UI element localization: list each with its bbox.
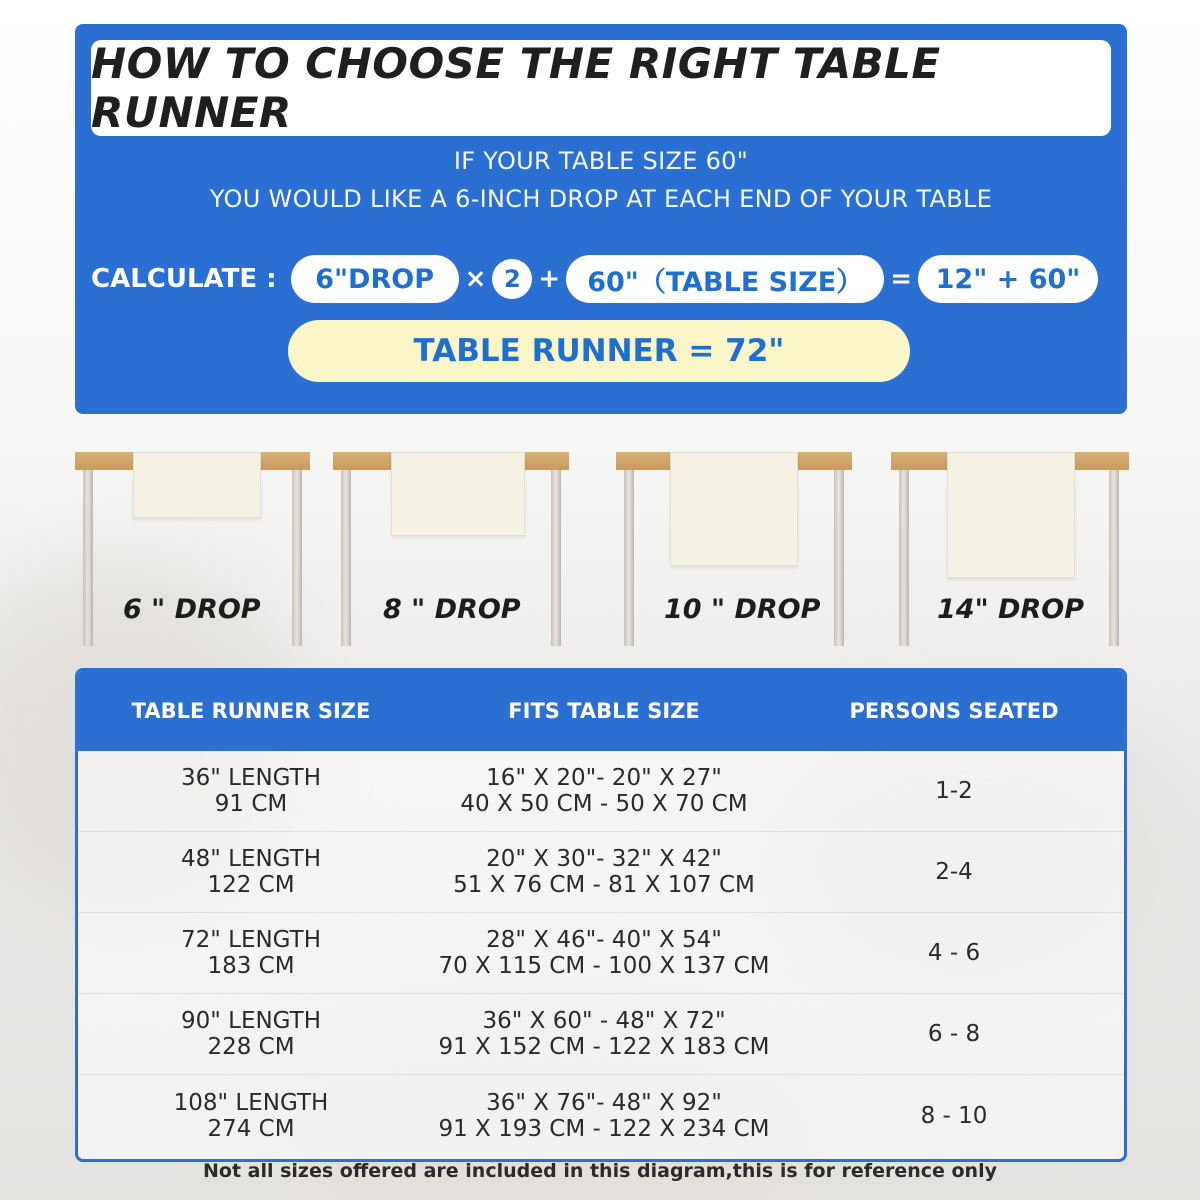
runner-length: 90" LENGTH (180, 1008, 322, 1034)
header-fits-table-size: FITS TABLE SIZE (508, 699, 700, 723)
table-row (78, 832, 1124, 913)
table-leg (834, 470, 844, 646)
drop-label: 14" DROP (937, 594, 1084, 625)
runner-size-cell (78, 927, 424, 979)
runner-cm: 228 CM (207, 1034, 295, 1060)
fits-cm: 91 X 152 CM - 122 X 183 CM (438, 1034, 770, 1060)
runner-size-cell (78, 1090, 424, 1142)
plus-operator: + (538, 264, 561, 294)
calculation-panel (75, 24, 1127, 414)
runner-cm: 274 CM (207, 1115, 295, 1142)
fits-size-cell (424, 927, 784, 979)
fits-cm: 40 X 50 CM - 50 X 70 CM (460, 791, 748, 817)
size-chart (75, 668, 1127, 1162)
fits-size-cell (424, 765, 784, 817)
table-runner (670, 452, 798, 566)
persons-cell: 8 - 10 (920, 1102, 988, 1129)
runner-length: 108" LENGTH (173, 1089, 329, 1116)
fits-inches: 20" X 30"- 32" X 42" (486, 846, 722, 872)
drop-label: 8 " DROP (383, 594, 521, 625)
intro-line-2: YOU WOULD LIKE A 6-INCH DROP AT EACH END OF YOUR TABLE (209, 185, 993, 213)
times-operator: × (464, 264, 487, 294)
title-box (91, 40, 1111, 136)
drop-label: 10 " DROP (664, 594, 821, 625)
table-leg (899, 470, 909, 646)
fits-cm: 51 X 76 CM - 81 X 107 CM (453, 872, 755, 898)
persons-cell: 4 - 6 (927, 940, 981, 966)
header-persons-seated: PERSONS SEATED (849, 699, 1059, 723)
drop-pill: 6"DROP (291, 255, 459, 303)
fits-size-cell (424, 1008, 784, 1060)
table-leg (341, 470, 351, 646)
runner-size-cell (78, 765, 424, 817)
multiplier-pill: 2 (492, 259, 532, 299)
runner-size-cell (78, 1008, 424, 1060)
table-runner (391, 452, 525, 536)
size-chart-header (78, 671, 1124, 751)
table-illustration-6 (75, 452, 310, 652)
table-leg (551, 470, 561, 646)
runner-cm: 91 CM (214, 791, 288, 817)
drop-label: 6 " DROP (123, 594, 261, 625)
persons-cell: 6 - 8 (927, 1021, 981, 1047)
table-runner (133, 452, 261, 518)
table-leg (83, 470, 93, 646)
result-pill (288, 320, 910, 382)
page-title: HOW TO CHOOSE THE RIGHT TABLE RUNNER (91, 39, 941, 137)
table-leg (292, 470, 302, 646)
persons-cell: 2-4 (935, 859, 973, 885)
fits-cm: 70 X 115 CM - 100 X 137 CM (438, 953, 770, 979)
fits-inches: 36" X 76"- 48" X 92" (486, 1089, 722, 1116)
runner-length: 36" LENGTH (180, 765, 322, 791)
table-illustration-10 (616, 452, 852, 652)
header-runner-size: TABLE RUNNER SIZE (131, 699, 371, 723)
table-leg (624, 470, 634, 646)
persons-cell: 1-2 (935, 778, 973, 804)
fits-size-cell (424, 1090, 784, 1142)
intro-text (75, 142, 1127, 218)
table-row (78, 751, 1124, 832)
runner-cm: 183 CM (207, 953, 295, 979)
table-row (78, 1075, 1124, 1156)
fits-inches: 36" X 60" - 48" X 72" (482, 1008, 726, 1034)
intro-line-1: IF YOUR TABLE SIZE 60" (453, 147, 749, 175)
sum-pill: 12" + 60" (918, 255, 1098, 303)
fits-inches: 16" X 20"- 20" X 27" (486, 765, 722, 791)
calculate-label: CALCULATE : (91, 264, 277, 294)
runner-length: 48" LENGTH (180, 846, 322, 872)
result-text: TABLE RUNNER = 72" (413, 333, 785, 369)
runner-length: 72" LENGTH (180, 927, 322, 953)
table-row (78, 913, 1124, 994)
table-illustration-14 (891, 452, 1129, 652)
table-runner (947, 452, 1075, 578)
equals-operator: = (890, 264, 912, 294)
calculation-row (91, 254, 1121, 304)
fits-size-cell (424, 846, 784, 898)
fits-inches: 28" X 46"- 40" X 54" (486, 927, 722, 953)
table-leg (1109, 470, 1119, 646)
runner-cm: 122 CM (207, 872, 295, 898)
footnote: Not all sizes offered are included in this diagram,this is for reference only (202, 1160, 997, 1182)
table-row (78, 994, 1124, 1075)
fits-cm: 91 X 193 CM - 122 X 234 CM (438, 1115, 770, 1142)
runner-size-cell (78, 846, 424, 898)
table-size-pill: 60"（TABLE SIZE） (566, 255, 884, 303)
table-illustration-8 (333, 452, 569, 652)
